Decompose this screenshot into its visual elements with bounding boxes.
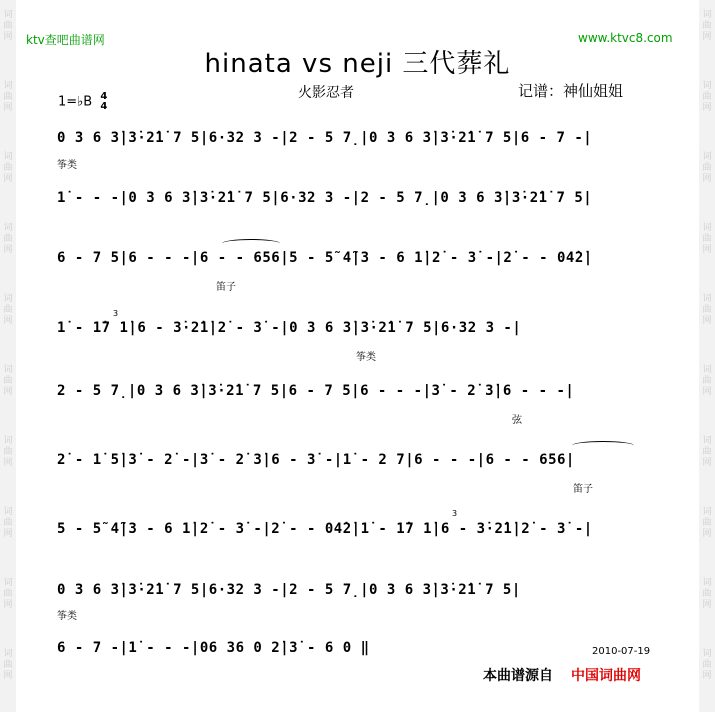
watermark-text: 词 曲 网 [3,294,13,326]
key-signature [58,92,107,112]
watermark-text: 词 曲 网 [3,649,13,681]
watermark-text: 词 曲 网 [3,365,13,397]
watermark-text: 词 曲 网 [3,10,13,42]
watermark-text: 词 曲 网 [702,578,712,610]
site-link-left[interactable]: ktv查吧曲谱网 [26,33,105,47]
watermark-text: 词 曲 网 [3,578,13,610]
instrument-label: 笛子 [573,484,593,495]
staff-line-2: 1̇ - - -|0 3 6 3̇|3̇·2̇1̇ 7 5|6·32 3 -|2 - 5 7̣|0 3 6 3̇|3̇·2̇1̇ 7 5| [57,190,593,206]
triplet-mark: 3 [452,509,458,518]
watermark-text: 词 曲 网 [3,507,13,539]
watermark-text: 词 曲 网 [3,81,13,113]
watermark-text: 词 曲 网 [3,436,13,468]
watermark-strip-left [0,0,16,712]
watermark-text: 词 曲 网 [702,223,712,255]
watermark-strip-right [699,0,715,712]
staff-line-1: 0 3 6 3̇|3̇·2̇1̇ 7 5|6·32 3 -|2 - 5 7̣|0 3 6 3̇|3̇·2̇1̇ 7 5|6 - 7 -| [57,130,593,146]
watermark-text: 词 曲 网 [702,507,712,539]
staff-line-5: 2 - 5 7̣|0 3 6 3̇|3̇·2̇1̇ 7 5|6 - 7 5|6 - - -|3̇ - 2̇ 3̇|6 - - -| [57,383,575,399]
time-top: 4 [100,91,108,102]
watermark-text: 词 曲 网 [3,223,13,255]
watermark-text: 词 曲 网 [3,152,13,184]
instrument-label: 筝类 [57,160,77,171]
staff-line-4: 1̇ - 1̇7 1̇|6 - 3̇·2̇1̇|2̇ - 3̇ -|0 3 6 3̇|3̇·2̇1̇ 7 5|6·32 3 -| [57,320,522,336]
watermark-text: 词 曲 网 [702,365,712,397]
key-label: 1=♭B [58,94,93,110]
tie-mark [572,441,634,450]
watermark-text: 词 曲 网 [702,10,712,42]
source-credit [483,665,641,685]
instrument-label: 弦 [512,415,522,426]
watermark-text: 词 曲 网 [702,649,712,681]
staff-line-8: 0 3 6 3̇|3̇·2̇1̇ 7 5|6·32 3 -|2 - 5 7̣|0 3 6 3̇|3̇·2̇1̇ 7 5| [57,582,521,598]
song-title: hinata vs neji 三代葬礼 [204,49,511,79]
watermark-text: 词 曲 网 [702,152,712,184]
watermark-text: 词 曲 网 [702,436,712,468]
triplet-mark: 3 [113,309,119,318]
tie-mark [222,239,280,248]
watermark-text: 词 曲 网 [702,81,712,113]
staff-line-7: 5 - 5̃ 4̃|3 - 6 1̇|2̇ - 3̇ -|2̇ - - 04̇2̇|1̇ - 1̇7 1̇|6 - 3̇·2̇1̇|2̇ - 3̇ -| [57,521,593,537]
time-signature [100,92,107,112]
time-bottom: 4 [100,101,108,112]
source-label: 本曲谱源自 [483,668,553,684]
instrument-label: 笛子 [216,282,236,293]
staff-line-9: 6 - 7 -|1̇ - - -|06 36 0 2̇|3̇ - 6 0 ‖ [57,640,370,656]
site-link-right[interactable]: www.ktvc8.com [578,31,673,45]
staff-line-6: 2̇ - 1̇ 5̇|3̇ - 2̇ -|3̇ - 2̇ 3̇|6 - 3̇ -|1̇ - 2 7|6 - - -|6 - - 656| [57,452,575,468]
instrument-label: 筝类 [57,611,77,622]
source-site-link[interactable]: 中国词曲网 [571,668,641,684]
song-subtitle: 火影忍者 [298,85,354,101]
watermark-text: 词 曲 网 [702,294,712,326]
transcriber-credit: 记谱：神仙姐姐 [518,82,624,100]
instrument-label: 筝类 [356,352,376,363]
staff-line-3: 6 - 7 5|6 - - -|6 - - 656|5 - 5̃ 4̃|3 - 6 1̇|2̇ - 3̇ -|2̇ - - 04̇2̇| [57,250,593,266]
date-stamp: 2010-07-19 [592,646,651,657]
